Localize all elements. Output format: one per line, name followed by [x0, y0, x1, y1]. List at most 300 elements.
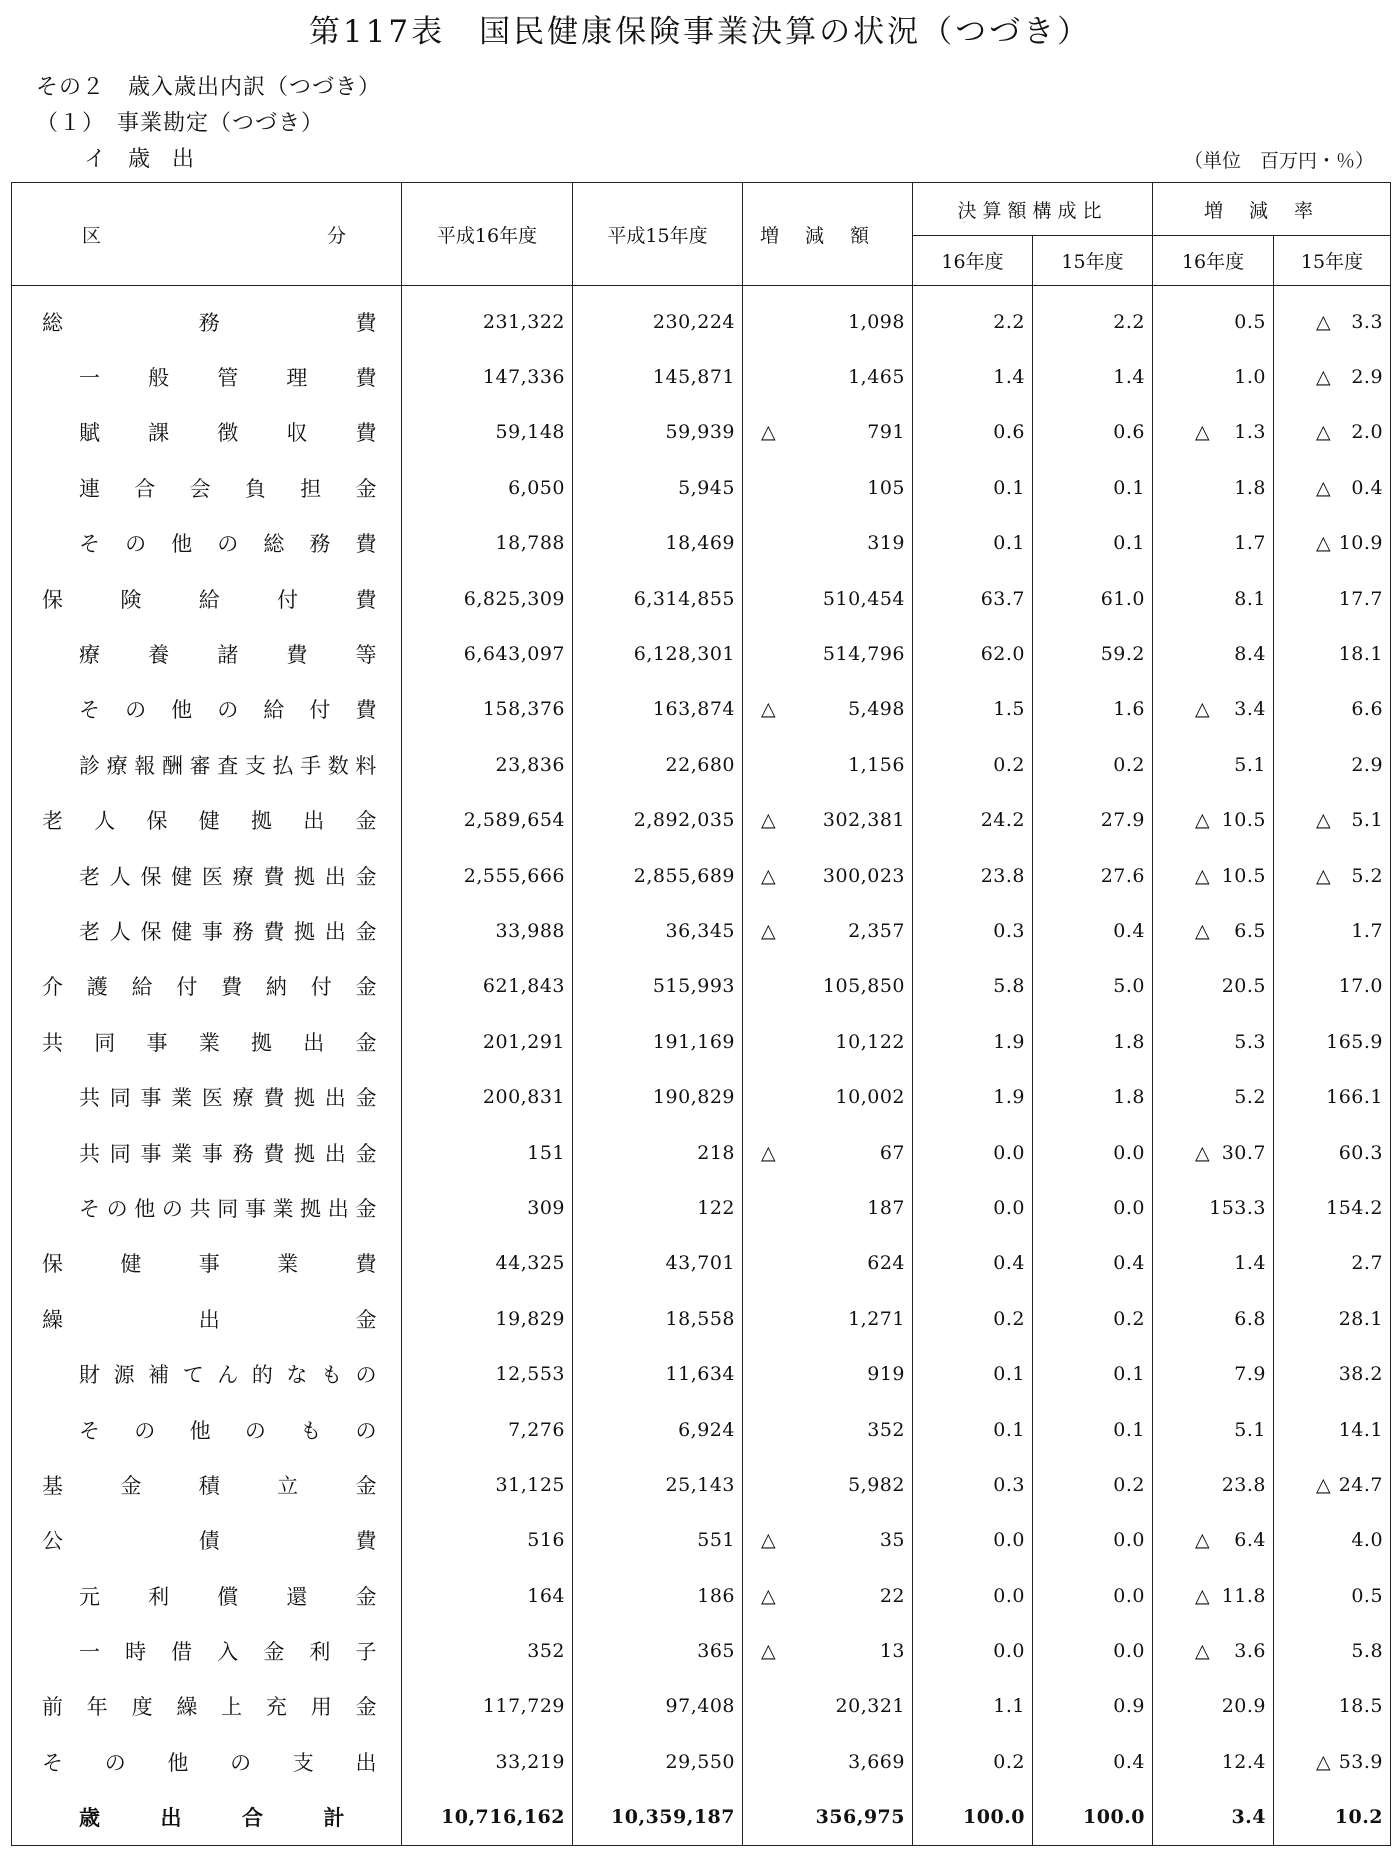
cell-v16: 231,322 — [402, 286, 573, 350]
row-label: 歳 出 合 計 — [79, 1805, 345, 1831]
header-rate-16: 16年度 — [1153, 236, 1274, 286]
cell-diff: △ 300,023 — [743, 848, 913, 903]
cell-v15: 365 — [573, 1623, 743, 1678]
cell-c15: 0.6 — [1033, 405, 1153, 460]
cell-diff: 3,669 — [743, 1734, 913, 1789]
decrease-marker-icon: △ — [761, 1529, 777, 1552]
cell-c16: 1.5 — [913, 682, 1033, 737]
subtitle-expenditure: イ歳出 — [84, 147, 217, 172]
cell-diff: 1,465 — [743, 349, 913, 404]
header-h15: 平成15年度 — [573, 183, 743, 286]
cell-v15: 145,871 — [573, 349, 743, 404]
header-rate-15: 15年度 — [1274, 236, 1391, 286]
table-row — [12, 571, 1391, 626]
cell-r15: △ 2.0 — [1274, 405, 1391, 460]
cell-c16: 100.0 — [913, 1790, 1033, 1846]
cell-r16: △ 6.5 — [1153, 903, 1274, 958]
header-composition-ratio: 決算額構成比 — [913, 183, 1153, 236]
row-label-cell — [12, 737, 402, 792]
cell-v16: 7,276 — [402, 1402, 573, 1457]
cell-v15: 36,345 — [573, 903, 743, 958]
row-label: 療 養 諸 費 等 — [79, 643, 377, 668]
cell-diff: 352 — [743, 1402, 913, 1457]
row-label-cell — [12, 1291, 402, 1346]
table-row — [12, 1346, 1391, 1401]
cell-c16: 1.4 — [913, 349, 1033, 404]
cell-v16: 117,729 — [402, 1679, 573, 1734]
cell-v15: 2,855,689 — [573, 848, 743, 903]
cell-r16: 7.9 — [1153, 1346, 1274, 1401]
cell-c15: 27.9 — [1033, 793, 1153, 848]
cell-v15: 551 — [573, 1513, 743, 1568]
decrease-marker-icon: △ — [1195, 919, 1211, 942]
table-row — [12, 405, 1391, 460]
table-row — [12, 286, 1391, 350]
cell-v15: 186 — [573, 1568, 743, 1623]
table-row — [12, 737, 1391, 792]
row-label-cell — [12, 1069, 402, 1124]
cell-v16: 309 — [402, 1180, 573, 1235]
cell-c15: 0.1 — [1033, 460, 1153, 515]
row-label-cell — [12, 1623, 402, 1678]
cell-v16: 31,125 — [402, 1457, 573, 1512]
row-label: 老 人 保 健 医 療 費 拠 出 金 — [79, 864, 377, 889]
row-label-cell — [12, 1568, 402, 1623]
cell-r15: △ 53.9 — [1274, 1734, 1391, 1789]
cell-v15: 163,874 — [573, 682, 743, 737]
table-row — [12, 1790, 1391, 1846]
row-label: 共 同 事 業 医 療 費 拠 出 金 — [79, 1086, 377, 1111]
cell-v16: 33,219 — [402, 1734, 573, 1789]
decrease-marker-icon: △ — [1195, 1584, 1211, 1607]
cell-v15: 18,469 — [573, 516, 743, 571]
cell-r16: 6.8 — [1153, 1291, 1274, 1346]
cell-diff: 1,156 — [743, 737, 913, 792]
cell-diff: 624 — [743, 1236, 913, 1291]
row-label: 連 合 会 負 担 金 — [79, 476, 377, 501]
cell-c16: 0.2 — [913, 1734, 1033, 1789]
row-label: 老 人 保 健 拠 出 金 — [42, 809, 377, 834]
table-row — [12, 516, 1391, 571]
cell-v15: 6,314,855 — [573, 571, 743, 626]
cell-c15: 0.0 — [1033, 1513, 1153, 1568]
header-h16: 平成16年度 — [402, 183, 573, 286]
row-label: そ の 他 の 総 務 費 — [79, 532, 377, 557]
cell-v16: 2,589,654 — [402, 793, 573, 848]
cell-c16: 1.9 — [913, 1069, 1033, 1124]
cell-diff: △ 791 — [743, 405, 913, 460]
row-label-cell — [12, 903, 402, 958]
decrease-marker-icon: △ — [1316, 366, 1332, 389]
cell-r15: 1.7 — [1274, 903, 1391, 958]
cell-c15: 100.0 — [1033, 1790, 1153, 1846]
decrease-marker-icon: △ — [761, 919, 777, 942]
cell-r16: 20.9 — [1153, 1679, 1274, 1734]
cell-c15: 0.0 — [1033, 1623, 1153, 1678]
cell-diff: △ 13 — [743, 1623, 913, 1678]
cell-c16: 2.2 — [913, 286, 1033, 350]
row-label-cell — [12, 1734, 402, 1789]
table-row — [12, 682, 1391, 737]
cell-r16: 5.1 — [1153, 737, 1274, 792]
cell-c16: 0.1 — [913, 1402, 1033, 1457]
page-title: 第117表 国民健康保険事業決算の状況（つづき） — [308, 14, 1092, 50]
cell-c15: 59.2 — [1033, 626, 1153, 681]
table-row — [12, 1291, 1391, 1346]
decrease-marker-icon: △ — [761, 1141, 777, 1164]
table-row — [12, 793, 1391, 848]
cell-r16: △ 3.6 — [1153, 1623, 1274, 1678]
row-label-cell — [12, 286, 402, 350]
table-row — [12, 903, 1391, 958]
cell-r15: △ 24.7 — [1274, 1457, 1391, 1512]
cell-v16: 158,376 — [402, 682, 573, 737]
row-label-cell — [12, 460, 402, 515]
row-label: 繰 出 金 — [42, 1307, 377, 1332]
row-label-cell — [12, 1679, 402, 1734]
decrease-marker-icon: △ — [1316, 1750, 1332, 1773]
table-row — [12, 626, 1391, 681]
row-label-cell — [12, 626, 402, 681]
decrease-marker-icon: △ — [761, 1584, 777, 1607]
cell-c15: 0.4 — [1033, 903, 1153, 958]
cell-v16: 23,836 — [402, 737, 573, 792]
cell-diff: △ 2,357 — [743, 903, 913, 958]
cell-c15: 0.2 — [1033, 1457, 1153, 1512]
row-label-cell — [12, 1457, 402, 1512]
row-label-cell — [12, 1125, 402, 1180]
cell-r16: 1.4 — [1153, 1236, 1274, 1291]
decrease-marker-icon: △ — [1195, 864, 1211, 887]
cell-c16: 63.7 — [913, 571, 1033, 626]
table-row — [12, 1402, 1391, 1457]
cell-c15: 1.6 — [1033, 682, 1153, 737]
cell-v16: 164 — [402, 1568, 573, 1623]
cell-r16: 5.2 — [1153, 1069, 1274, 1124]
cell-r16: 8.1 — [1153, 571, 1274, 626]
row-label-cell — [12, 405, 402, 460]
row-label-cell — [12, 349, 402, 404]
cell-r15: △ 3.3 — [1274, 286, 1391, 350]
cell-r16: 20.5 — [1153, 959, 1274, 1014]
cell-v15: 6,128,301 — [573, 626, 743, 681]
cell-r15: 18.5 — [1274, 1679, 1391, 1734]
row-label-cell — [12, 1236, 402, 1291]
cell-r16: △ 3.4 — [1153, 682, 1274, 737]
cell-diff: 5,982 — [743, 1457, 913, 1512]
cell-v15: 2,892,035 — [573, 793, 743, 848]
cell-r16: △ 30.7 — [1153, 1125, 1274, 1180]
row-label-cell — [12, 1346, 402, 1401]
cell-r16: △ 1.3 — [1153, 405, 1274, 460]
row-label: そ の 他 の 支 出 — [42, 1750, 377, 1775]
header-ratio-15: 15年度 — [1033, 236, 1153, 286]
cell-r15: 166.1 — [1274, 1069, 1391, 1124]
cell-c15: 0.2 — [1033, 737, 1153, 792]
cell-diff: 10,122 — [743, 1014, 913, 1069]
header-category — [12, 183, 402, 286]
table-row — [12, 1014, 1391, 1069]
cell-r16: 5.3 — [1153, 1014, 1274, 1069]
cell-c15: 0.0 — [1033, 1568, 1153, 1623]
cell-r15: △ 5.1 — [1274, 793, 1391, 848]
table-body — [12, 286, 1391, 1846]
row-label: 老 人 保 健 事 務 費 拠 出 金 — [79, 919, 377, 944]
cell-diff: 105 — [743, 460, 913, 515]
table-row — [12, 848, 1391, 903]
cell-diff: 1,098 — [743, 286, 913, 350]
cell-c16: 24.2 — [913, 793, 1033, 848]
cell-diff: 356,975 — [743, 1790, 913, 1846]
cell-v16: 6,643,097 — [402, 626, 573, 681]
cell-v15: 22,680 — [573, 737, 743, 792]
cell-v16: 19,829 — [402, 1291, 573, 1346]
decrease-marker-icon: △ — [1316, 809, 1332, 832]
cell-v15: 218 — [573, 1125, 743, 1180]
cell-r16: 23.8 — [1153, 1457, 1274, 1512]
cell-r15: 2.9 — [1274, 737, 1391, 792]
cell-r16: 1.0 — [1153, 349, 1274, 404]
cell-v15: 18,558 — [573, 1291, 743, 1346]
cell-r15: 60.3 — [1274, 1125, 1391, 1180]
decrease-marker-icon: △ — [1316, 476, 1332, 499]
row-label: そ の 他 の 給 付 費 — [79, 698, 377, 723]
decrease-marker-icon: △ — [1195, 1640, 1211, 1663]
cell-c16: 0.1 — [913, 1346, 1033, 1401]
cell-r15: 2.7 — [1274, 1236, 1391, 1291]
cell-v15: 515,993 — [573, 959, 743, 1014]
cell-r15: 10.2 — [1274, 1790, 1391, 1846]
cell-r16: 12.4 — [1153, 1734, 1274, 1789]
cell-c15: 0.2 — [1033, 1291, 1153, 1346]
cell-c16: 23.8 — [913, 848, 1033, 903]
cell-r15: 154.2 — [1274, 1180, 1391, 1235]
cell-r16: 0.5 — [1153, 286, 1274, 350]
cell-v16: 6,050 — [402, 460, 573, 515]
cell-v15: 11,634 — [573, 1346, 743, 1401]
cell-r15: 18.1 — [1274, 626, 1391, 681]
cell-v16: 151 — [402, 1125, 573, 1180]
cell-v15: 6,924 — [573, 1402, 743, 1457]
cell-v15: 191,169 — [573, 1014, 743, 1069]
decrease-marker-icon: △ — [1316, 864, 1332, 887]
cell-r15: 28.1 — [1274, 1291, 1391, 1346]
cell-c16: 62.0 — [913, 626, 1033, 681]
cell-c16: 0.0 — [913, 1568, 1033, 1623]
cell-v15: 43,701 — [573, 1236, 743, 1291]
row-label-cell — [12, 959, 402, 1014]
cell-v15: 97,408 — [573, 1679, 743, 1734]
row-label-cell — [12, 516, 402, 571]
cell-c16: 0.3 — [913, 903, 1033, 958]
header-category-right: 分 — [327, 224, 347, 247]
subtitle-section: その２ 歳入歳出内訳（つづき） — [36, 75, 382, 100]
cell-c16: 5.8 — [913, 959, 1033, 1014]
row-label-cell — [12, 571, 402, 626]
cell-v16: 201,291 — [402, 1014, 573, 1069]
cell-r16: △ 6.4 — [1153, 1513, 1274, 1568]
cell-v16: 44,325 — [402, 1236, 573, 1291]
table-row — [12, 349, 1391, 404]
table-row — [12, 1679, 1391, 1734]
cell-diff: 514,796 — [743, 626, 913, 681]
row-label: 前 年 度 繰 上 充 用 金 — [42, 1695, 377, 1720]
row-label: 賦 課 徴 収 費 — [79, 421, 377, 446]
cell-c15: 61.0 — [1033, 571, 1153, 626]
row-label: 診 療 報 酬 審 査 支 払 手 数 料 — [79, 753, 377, 778]
cell-r15: 17.0 — [1274, 959, 1391, 1014]
cell-c15: 0.4 — [1033, 1236, 1153, 1291]
cell-v16: 147,336 — [402, 349, 573, 404]
table-row — [12, 1069, 1391, 1124]
cell-v16: 621,843 — [402, 959, 573, 1014]
table-row — [12, 1125, 1391, 1180]
row-label-cell — [12, 1180, 402, 1235]
cell-r15: △ 0.4 — [1274, 460, 1391, 515]
cell-c15: 0.0 — [1033, 1125, 1153, 1180]
row-label: 公 債 費 — [42, 1529, 377, 1554]
cell-c16: 0.0 — [913, 1623, 1033, 1678]
cell-diff: 510,454 — [743, 571, 913, 626]
cell-v16: 2,555,666 — [402, 848, 573, 903]
decrease-marker-icon: △ — [1195, 1141, 1211, 1164]
row-label-cell — [12, 1513, 402, 1568]
cell-c16: 0.2 — [913, 737, 1033, 792]
row-label-cell — [12, 1790, 402, 1846]
cell-r16: 1.7 — [1153, 516, 1274, 571]
cell-r16: 8.4 — [1153, 626, 1274, 681]
cell-v15: 230,224 — [573, 286, 743, 350]
header-category-left: 区 — [82, 224, 102, 247]
decrease-marker-icon: △ — [1316, 1473, 1332, 1496]
header-diff: 増減額 — [743, 183, 913, 286]
cell-c16: 0.3 — [913, 1457, 1033, 1512]
cell-diff: 10,002 — [743, 1069, 913, 1124]
cell-diff: △ 302,381 — [743, 793, 913, 848]
header-ratio-16: 16年度 — [913, 236, 1033, 286]
row-label: 基 金 積 立 金 — [42, 1473, 377, 1498]
cell-r15: △ 2.9 — [1274, 349, 1391, 404]
cell-c15: 2.2 — [1033, 286, 1153, 350]
cell-v15: 5,945 — [573, 460, 743, 515]
table-row — [12, 1623, 1391, 1678]
cell-r15: 6.6 — [1274, 682, 1391, 737]
cell-r15: 0.5 — [1274, 1568, 1391, 1623]
row-label: 保 健 事 業 費 — [42, 1252, 377, 1277]
cell-c16: 0.1 — [913, 460, 1033, 515]
row-label-cell — [12, 1014, 402, 1069]
row-label: 一 時 借 入 金 利 子 — [79, 1640, 377, 1665]
cell-v16: 6,825,309 — [402, 571, 573, 626]
cell-c15: 27.6 — [1033, 848, 1153, 903]
table-row — [12, 460, 1391, 515]
decrease-marker-icon: △ — [761, 698, 777, 721]
decrease-marker-icon: △ — [761, 421, 777, 444]
decrease-marker-icon: △ — [1195, 698, 1211, 721]
cell-c15: 0.0 — [1033, 1180, 1153, 1235]
decrease-marker-icon: △ — [761, 809, 777, 832]
cell-r16: 5.1 — [1153, 1402, 1274, 1457]
row-label: 保 険 給 付 費 — [42, 587, 377, 612]
table-row — [12, 1513, 1391, 1568]
cell-c16: 0.0 — [913, 1180, 1033, 1235]
cell-v16: 200,831 — [402, 1069, 573, 1124]
table-row — [12, 1734, 1391, 1789]
cell-r15: △ 10.9 — [1274, 516, 1391, 571]
cell-diff: △ 35 — [743, 1513, 913, 1568]
decrease-marker-icon: △ — [1316, 421, 1332, 444]
cell-c16: 0.1 — [913, 516, 1033, 571]
table-row — [12, 1568, 1391, 1623]
cell-c16: 0.2 — [913, 1291, 1033, 1346]
decrease-marker-icon: △ — [1316, 310, 1332, 333]
row-label: 一 般 管 理 費 — [79, 366, 377, 391]
header-change-rate: 増減率 — [1153, 183, 1391, 236]
cell-c15: 0.1 — [1033, 1402, 1153, 1457]
cell-c15: 0.1 — [1033, 1346, 1153, 1401]
cell-diff: 105,850 — [743, 959, 913, 1014]
cell-c15: 1.4 — [1033, 349, 1153, 404]
cell-v15: 25,143 — [573, 1457, 743, 1512]
cell-v16: 12,553 — [402, 1346, 573, 1401]
cell-v15: 190,829 — [573, 1069, 743, 1124]
cell-r15: 4.0 — [1274, 1513, 1391, 1568]
row-label: 共 同 事 業 事 務 費 拠 出 金 — [79, 1141, 377, 1166]
decrease-marker-icon: △ — [761, 864, 777, 887]
cell-diff: 20,321 — [743, 1679, 913, 1734]
row-label: 共 同 事 業 拠 出 金 — [42, 1030, 377, 1055]
row-label-cell — [12, 1402, 402, 1457]
cell-c16: 0.0 — [913, 1513, 1033, 1568]
row-label: 財 源 補 て ん 的 な も の — [79, 1363, 377, 1388]
cell-diff: △ 67 — [743, 1125, 913, 1180]
cell-r16: △ 11.8 — [1153, 1568, 1274, 1623]
cell-c16: 0.6 — [913, 405, 1033, 460]
cell-r16: △ 10.5 — [1153, 793, 1274, 848]
table-row — [12, 1457, 1391, 1512]
cell-r15: 38.2 — [1274, 1346, 1391, 1401]
row-label-cell — [12, 682, 402, 737]
cell-v16: 59,148 — [402, 405, 573, 460]
decrease-marker-icon: △ — [1195, 421, 1211, 444]
cell-r15: 165.9 — [1274, 1014, 1391, 1069]
row-label: 総 務 費 — [42, 310, 377, 335]
cell-c15: 1.8 — [1033, 1069, 1153, 1124]
cell-r15: 17.7 — [1274, 571, 1391, 626]
cell-v15: 10,359,187 — [573, 1790, 743, 1846]
cell-v16: 18,788 — [402, 516, 573, 571]
unit-label: （単位 百万円・％） — [1183, 150, 1374, 172]
cell-diff: △ 22 — [743, 1568, 913, 1623]
row-label-cell — [12, 793, 402, 848]
cell-c15: 5.0 — [1033, 959, 1153, 1014]
row-label: そ の 他 の も の — [79, 1418, 377, 1443]
decrease-marker-icon: △ — [1195, 1529, 1211, 1552]
cell-c16: 1.1 — [913, 1679, 1033, 1734]
row-label: 介 護 給 付 費 納 付 金 — [42, 975, 377, 1000]
cell-v15: 122 — [573, 1180, 743, 1235]
decrease-marker-icon: △ — [1195, 809, 1211, 832]
subtitle-account: （１） 事業勘定（つづき） — [36, 111, 325, 136]
table-row — [12, 1236, 1391, 1291]
cell-c15: 0.1 — [1033, 516, 1153, 571]
cell-r16: △ 10.5 — [1153, 848, 1274, 903]
cell-r16: 153.3 — [1153, 1180, 1274, 1235]
cell-c16: 0.0 — [913, 1125, 1033, 1180]
cell-c15: 0.9 — [1033, 1679, 1153, 1734]
table-row — [12, 1180, 1391, 1235]
cell-r16: 3.4 — [1153, 1790, 1274, 1846]
